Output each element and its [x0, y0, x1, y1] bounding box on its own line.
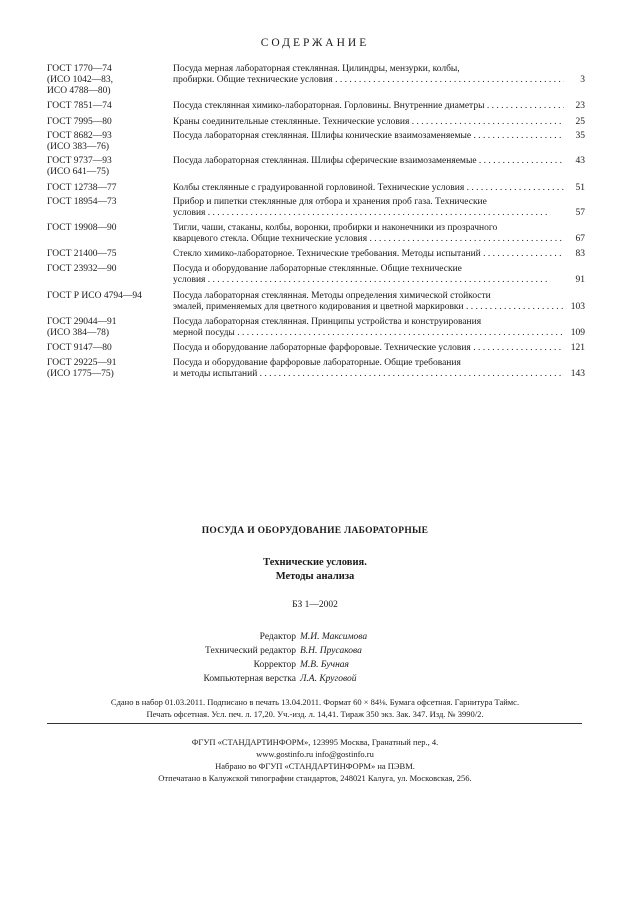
entry-title: [173, 117, 564, 128]
entry-title-line: Посуда и оборудование лабораторные фарфоровые. Технические условия . . .: [173, 343, 564, 354]
toc-title: СОДЕРЖАНИЕ: [260, 37, 370, 49]
page-number: 109: [570, 328, 585, 338]
page-number: 43: [575, 156, 585, 166]
entry-title-line: Прибор и пипетки стеклянные для отбора и хранения проб газа. Технические: [173, 197, 487, 207]
standard-code-line: (ИСО 641—75): [47, 167, 110, 177]
page-number: 103: [570, 302, 585, 312]
entry-title-line: Посуда и оборудование лабораторные стеклянные. Общие технические: [173, 264, 462, 274]
standard-code-line: ГОСТ 23932—90: [47, 264, 117, 274]
standard-code-line: (ИСО 384—78): [47, 328, 110, 338]
standard-code: [47, 291, 172, 302]
standard-code-line: ГОСТ 29044—91: [47, 317, 117, 327]
standard-code: [47, 343, 172, 354]
standard-code-line: ГОСТ 12738—77: [47, 183, 117, 193]
entry-title: [173, 264, 564, 286]
page-number: 35: [575, 131, 585, 141]
standard-code: [47, 131, 172, 153]
publisher-address: ФГУП «СТАНДАРТИНФОРМ», 123995 Москва, Гранатный пер., 4.: [191, 737, 439, 747]
standard-code: [47, 64, 172, 97]
imprint-line-2: Печать офсетная. Усл. печ. л. 17,20. Уч.-изд. л. 14,41. Тираж 350 экз. Зак. 347. Изд. № 3990/2.: [146, 709, 484, 719]
staff-role: Редактор: [259, 632, 296, 642]
standard-code: [47, 223, 172, 234]
entry-title: [173, 317, 564, 339]
entry-title-line: Посуда лабораторная стеклянная. Шлифы сферические взаимозаменяемые . . .: [173, 156, 564, 167]
entry-title-line: Посуда и оборудование фарфоровые лабораторные. Общие требования: [173, 358, 461, 368]
page-number: 91: [575, 275, 585, 285]
staff-name: В.Н. Прусакова: [300, 646, 362, 656]
staff-name: М.И. Максимова: [300, 632, 368, 642]
staff-name: Л.А. Круговой: [300, 674, 357, 684]
entry-title-line: эмалей, применяемых для цветного кодирования и цветной маркировки . . .: [173, 302, 564, 313]
standard-code-line: ГОСТ 1770—74: [47, 64, 112, 74]
entry-title: [173, 156, 564, 167]
entry-title-line: мерной посуды . . .: [173, 328, 564, 339]
entry-title: [173, 197, 564, 219]
standard-code-line: ГОСТ 29225—91: [47, 358, 117, 368]
standard-code-line: ГОСТ 21400—75: [47, 249, 117, 259]
page-number: 57: [575, 208, 585, 218]
entry-title: [173, 64, 564, 86]
entry-title: [173, 223, 564, 245]
standard-code-line: (ИСО 383—76): [47, 142, 110, 152]
standard-code-line: ГОСТ 19908—90: [47, 223, 117, 233]
entry-title-line: Посуда стеклянная химико-лабораторная. Горловины. Внутренние диаметры . . .: [173, 101, 564, 112]
bz-number: БЗ 1—2002: [292, 600, 338, 610]
entry-title-line: и методы испытаний . . .: [173, 369, 564, 380]
standard-code-line: (ИСО 1042—83,: [47, 75, 113, 85]
entry-title: [173, 183, 564, 194]
entry-title-line: условия . . .: [173, 275, 564, 286]
entry-title: [173, 131, 564, 142]
standard-code-line: ГОСТ Р ИСО 4794—94: [47, 291, 142, 301]
standard-code-line: ГОСТ 9737—93: [47, 156, 112, 166]
page-number: 3: [580, 75, 585, 85]
standard-code: [47, 317, 172, 339]
page-number: 51: [575, 183, 585, 193]
entry-title-line: Посуда лабораторная стеклянная. Шлифы конические взаимозаменяемые . . .: [173, 131, 564, 142]
standard-code: [47, 197, 172, 208]
standard-code-line: ГОСТ 7995—80: [47, 117, 112, 127]
collection-subtitle-1: Технические условия.: [263, 557, 367, 568]
entry-title-line: кварцевого стекла. Общие технические условия . . .: [173, 234, 564, 245]
staff-role: Технический редактор: [205, 646, 296, 656]
collection-title: ПОСУДА И ОБОРУДОВАНИЕ ЛАБОРАТОРНЫЕ: [201, 526, 429, 536]
entry-title: [173, 343, 564, 354]
entry-title: [173, 249, 564, 260]
entry-title-line: Тигли, чаши, стаканы, колбы, воронки, пробирки и наконечники из прозрачного: [173, 223, 498, 233]
typeset-note: Набрано во ФГУП «СТАНДАРТИНФОРМ» на ПЭВМ.: [215, 761, 415, 771]
staff-role: Компьютерная верстка: [203, 674, 296, 684]
standard-code: [47, 358, 172, 380]
standard-code: [47, 101, 172, 112]
standard-code-line: (ИСО 1775—75): [47, 369, 114, 379]
standard-code-line: ГОСТ 18954—73: [47, 197, 117, 207]
standard-code: [47, 264, 172, 275]
standard-code: [47, 156, 172, 178]
entry-title-line: Краны соединительные стеклянные. Технические условия . . .: [173, 117, 564, 128]
standard-code-line: ИСО 4788—80): [47, 86, 111, 96]
collection-subtitle-2: Методы анализа: [275, 571, 355, 582]
imprint-line-1: Сдано в набор 01.03.2011. Подписано в печать 13.04.2011. Формат 60 × 84⅛. Бумага офсетная. Гарнитура Таймс.: [110, 697, 520, 707]
entry-title: [173, 101, 564, 112]
staff-role: Корректор: [253, 660, 296, 670]
printer-note: Отпечатано в Калужской типографии стандартов, 248021 Калуга, ул. Московская, 256.: [158, 773, 472, 783]
entry-title-line: Колбы стеклянные с градуированной горловиной. Технические условия . . .: [173, 183, 564, 194]
divider: [47, 723, 582, 724]
entry-title: [173, 291, 564, 313]
publisher-web: www.gostinfo.ru info@gostinfo.ru: [256, 749, 374, 759]
standard-code-line: ГОСТ 7851—74: [47, 101, 112, 111]
standard-code: [47, 117, 172, 128]
entry-title-line: Посуда лабораторная стеклянная. Принципы устройства и конструирования: [173, 317, 482, 327]
page-number: 121: [570, 343, 585, 353]
page-number: 83: [575, 249, 585, 259]
standard-code-line: ГОСТ 8682—93: [47, 131, 112, 141]
entry-title-line: Стекло химико-лабораторное. Технические требования. Методы испытаний . . .: [173, 249, 564, 260]
staff-name: М.В. Бучная: [300, 660, 349, 670]
entry-title-line: условия . . .: [173, 208, 564, 219]
page-number: 23: [575, 101, 585, 111]
entry-title-line: Посуда мерная лабораторная стеклянная. Цилиндры, мензурки, колбы,: [173, 64, 460, 74]
standard-code: [47, 183, 172, 194]
page-number: 143: [570, 369, 585, 379]
standard-code: [47, 249, 172, 260]
entry-title-line: Посуда лабораторная стеклянная. Методы определения химической стойкости: [173, 291, 491, 301]
page-number: 67: [575, 234, 585, 244]
entry-title-line: пробирки. Общие технические условия . . .: [173, 75, 564, 86]
entry-title: [173, 358, 564, 380]
standard-code-line: ГОСТ 9147—80: [47, 343, 112, 353]
page-number: 25: [575, 117, 585, 127]
